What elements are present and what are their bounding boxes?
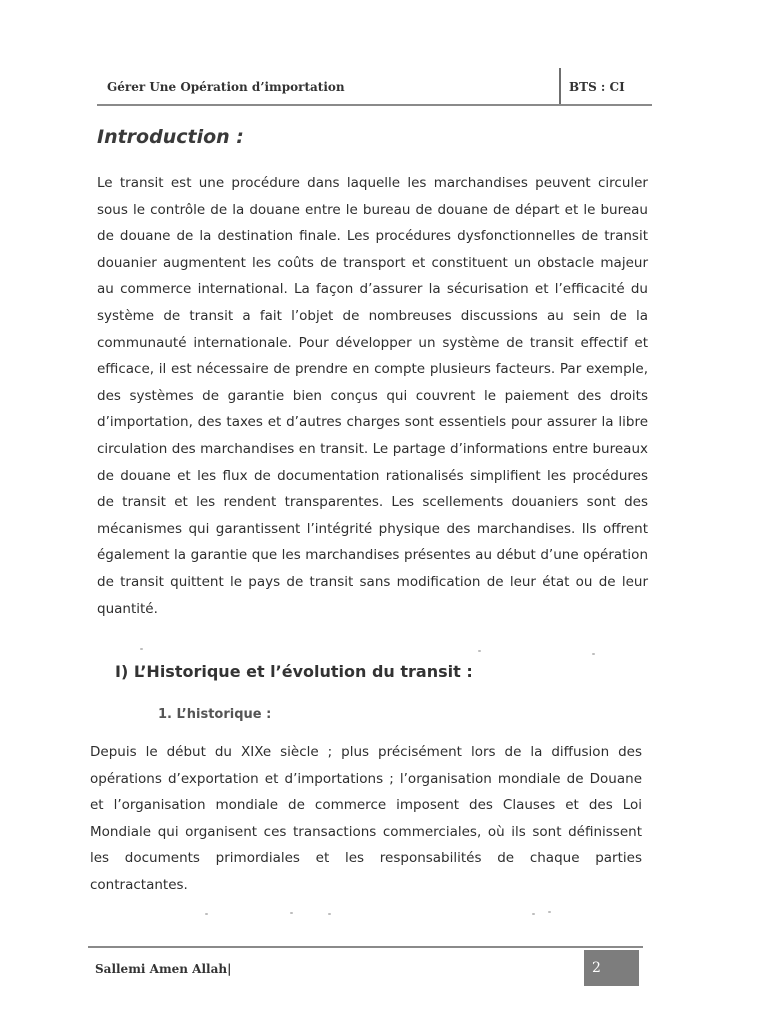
- introduction-heading: Introduction :: [97, 126, 244, 148]
- historique-paragraph: Depuis le début du XIXe siècle ; plus précisément lors de la diffusion des opérations d’exportation et d’importations ; l’organisation mondiale de Douane et l’organisation mondiale de commerce imposent des Clauses et des Loi Mondiale qui organisent ces transactions commerciales, où ils sont définissent les documents primordiales et les responsabilités de chaque parties contractantes.: [90, 744, 642, 893]
- header-course-label: BTS : CI: [569, 80, 625, 94]
- scan-speck: [548, 911, 551, 913]
- scan-speck: [205, 913, 208, 915]
- scan-speck: [328, 913, 331, 915]
- page-number: 2: [592, 960, 601, 976]
- header-divider: [559, 68, 561, 104]
- scan-speck: [532, 913, 535, 915]
- page-header: [97, 68, 652, 106]
- scan-speck: [592, 653, 595, 655]
- scan-speck: [478, 650, 481, 652]
- scan-speck: [140, 648, 143, 650]
- section-heading-historique-evolution: I) L’Historique et l’évolution du transit :: [115, 662, 473, 681]
- subsection-heading-historique: 1. L’historique :: [158, 707, 272, 722]
- page-number-box: [584, 950, 639, 986]
- footer-author: Sallemi Amen Allah|: [95, 962, 232, 976]
- introduction-paragraph: Le transit est une procédure dans laquelle les marchandises peuvent circuler sous le contrôle de la douane entre le bureau de douane de départ et le bureau de douane de la destination finale. Les procédures dysfonctionnelles de transit douanier augmentent les coûts de transport et constituent un obstacle majeur au commerce international. La façon d’assurer la sécurisation et l’efficacité du système de transit a fait l’objet de nombreuses discussions au sein de la communauté internationale. Pour développer un système de transit effectif et efficace, il est nécessaire de prendre en compte plusieurs facteurs. Par exemple, des systèmes de garantie bien conçus qui couvrent le paiement des droits d’importation, des taxes et d’autres charges sont essentiels pour assurer la libre circulation des marchandises en transit. Le partage d’informations entre bureaux de douane et les flux de documentation rationalisés simplifient les procédures de transit et les rendent transparentes. Les scellements douaniers sont des mécanismes qui garantissent l’intégrité physique des marchandises. Ils offrent également la garantie que les marchandises présentes au début d’une opération de transit quittent le pays de transit sans modification de leur état ou de leur quantité.: [97, 175, 648, 617]
- scan-speck: [290, 912, 293, 914]
- footer-divider: [88, 946, 643, 948]
- header-title: Gérer Une Opération d’importation: [107, 80, 345, 94]
